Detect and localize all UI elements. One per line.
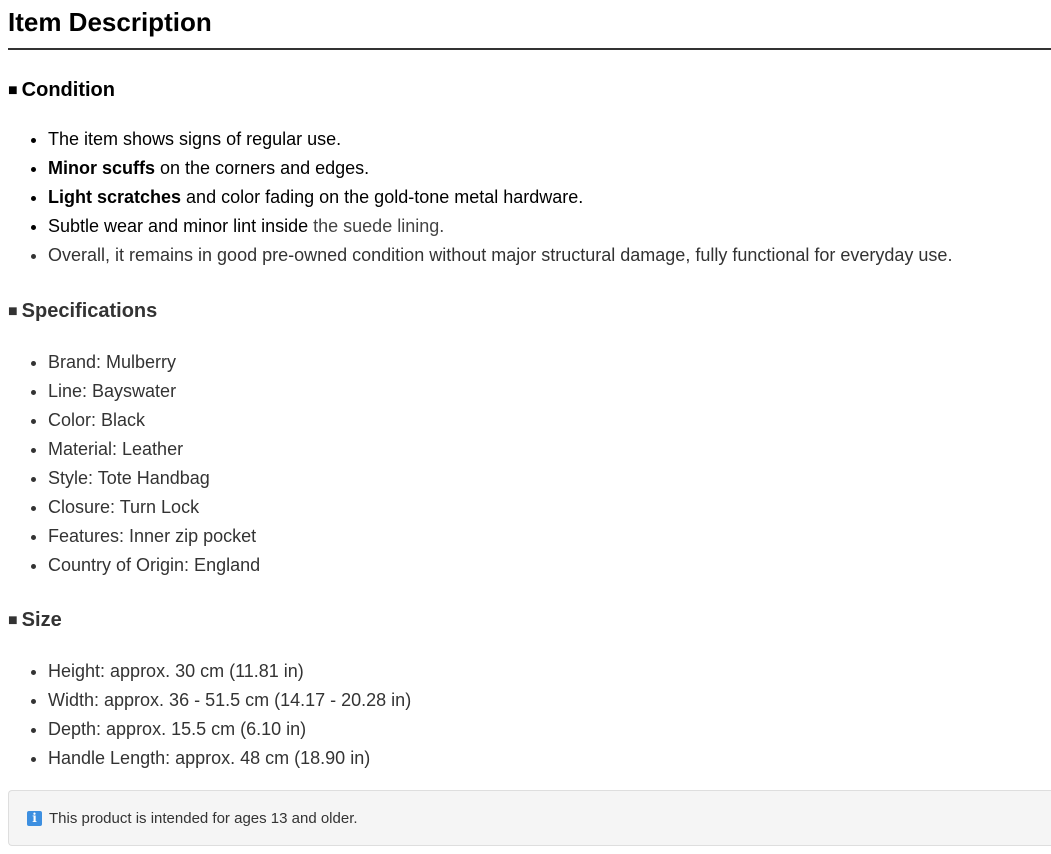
list-item: • Style: Tote Handbag: [48, 464, 1051, 493]
list-item: [48, 154, 1051, 183]
condition-list: [8, 125, 1051, 270]
list-item: [48, 212, 1051, 241]
condition-heading: [8, 76, 1051, 105]
size-heading-label: Size: [21, 609, 62, 631]
square-bullet-icon: ■: [8, 303, 18, 320]
condition-item-tail: the suede lining.: [308, 216, 445, 236]
list-item: • Country of Origin: England: [48, 551, 1051, 580]
specifications-heading-label: Specifications: [21, 300, 158, 322]
list-item: • Depth: approx. 15.5 cm (6.10 in): [48, 715, 1051, 744]
list-item: • Material: Leather: [48, 435, 1051, 464]
list-item: • Features: Inner zip pocket: [48, 522, 1051, 551]
list-item: [48, 241, 1051, 270]
size-heading: [8, 606, 1051, 635]
page-title: Item Description: [8, 0, 1051, 50]
info-icon: i: [27, 811, 42, 826]
specifications-list: [8, 348, 1051, 580]
list-item: [48, 125, 1051, 154]
age-notice: [8, 790, 1051, 846]
list-item: • Brand: Mulberry: [48, 348, 1051, 377]
condition-heading-label: Condition: [21, 79, 115, 101]
condition-item-bold: Minor scuffs: [48, 158, 156, 178]
list-item: • Handle Length: approx. 48 cm (18.90 in): [48, 744, 1051, 773]
square-bullet-icon: ■: [8, 612, 18, 629]
condition-item-text: Subtle wear and minor lint inside: [48, 216, 309, 236]
condition-item-text: Overall, it remains in good pre-owned condition without major structural damage, fully functional for everyday use.: [48, 245, 953, 265]
list-item: [48, 183, 1051, 212]
notice-text: This product is intended for ages 13 and older.: [49, 809, 358, 827]
condition-item-text: and color fading on the gold-tone metal hardware.: [181, 187, 584, 207]
list-item: • Line: Bayswater: [48, 377, 1051, 406]
list-item: • Closure: Turn Lock: [48, 493, 1051, 522]
list-item: • Height: approx. 30 cm (11.81 in): [48, 657, 1051, 686]
condition-item-bold: Light scratches: [48, 187, 182, 207]
condition-item-text: The item shows signs of regular use.: [48, 129, 342, 149]
square-bullet-icon: ■: [8, 82, 18, 99]
list-item: • Color: Black: [48, 406, 1051, 435]
list-item: • Width: approx. 36 - 51.5 cm (14.17 - 20.28 in): [48, 686, 1051, 715]
specifications-heading: [8, 297, 1051, 326]
condition-item-text: on the corners and edges.: [155, 158, 370, 178]
size-list: [8, 657, 1051, 773]
